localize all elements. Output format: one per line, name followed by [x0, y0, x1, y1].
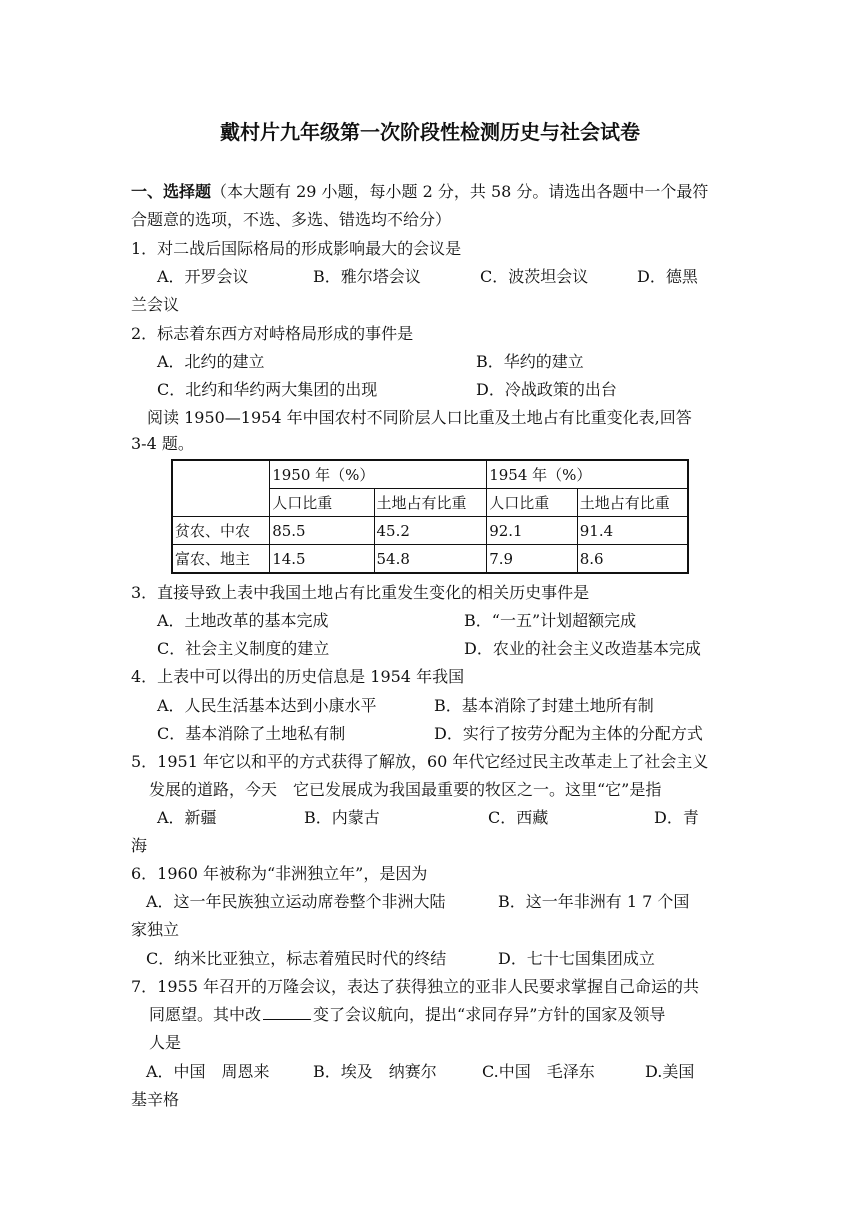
table-cell: 14.5	[270, 545, 374, 574]
q1-option-b: B．雅尔塔会议	[313, 267, 421, 286]
data-table	[171, 459, 689, 574]
q2-option-c: C．北约和华约两大集团的出现	[157, 380, 378, 399]
table-row-label: 富农、地主	[172, 545, 270, 574]
q5-option-d: D．青	[654, 808, 699, 827]
q4-option-c: C．基本消除了土地私有制	[157, 724, 346, 743]
q3-option-c: C．社会主义制度的建立	[157, 639, 330, 658]
q5-stem: 5．1951 年它以和平的方式获得了解放，60 年代它经过民主改革走上了社会主义	[131, 752, 709, 771]
q4-stem: 4．上表中可以得出的历史信息是 1954 年我国	[131, 667, 465, 686]
q7-option-d: D.美国	[645, 1062, 695, 1081]
q6-option-c: C．纳米比亚独立，标志着殖民时代的终结	[146, 949, 447, 968]
q7-stem: 7．1955 年召开的万隆会议，表达了获得独立的亚非人民要求掌握自己命运的共	[131, 977, 699, 996]
table-row	[172, 517, 688, 545]
q7-option-d-cont: 基辛格	[131, 1090, 180, 1109]
table-row-label: 贫农、中农	[172, 517, 270, 545]
table-cell: 8.6	[577, 545, 688, 574]
table-corner-cell	[172, 460, 270, 517]
q1-option-c: C．波茨坦会议	[480, 267, 589, 286]
q2-option-b: B．华约的建立	[476, 352, 584, 371]
q1-option-d: D．德黑	[637, 267, 698, 286]
q5-option-d-cont: 海	[131, 836, 148, 855]
answer-blank[interactable]	[263, 1005, 311, 1020]
section-heading: 一、选择题	[131, 182, 212, 201]
table-cell: 92.1	[487, 517, 578, 545]
q3-option-d: D．农业的社会主义改造基本完成	[464, 639, 701, 658]
q7-stem-cont2: 人是	[149, 1033, 182, 1052]
reading-intro-cont: 3-4 题。	[131, 434, 194, 453]
q3-option-b: B．“一五”计划超额完成	[464, 611, 637, 630]
table-header-row	[172, 460, 688, 489]
q7-option-b: B．埃及 纳赛尔	[313, 1062, 437, 1081]
section-instructions	[131, 182, 708, 202]
table-cell: 45.2	[374, 517, 487, 545]
table-col-pop-1954: 人口比重	[487, 489, 578, 517]
q7-stem-part-a: 同愿望。其中改	[149, 1005, 262, 1024]
q4-option-b: B．基本消除了封建土地所有制	[434, 696, 654, 715]
q6-option-b-cont: 家独立	[131, 920, 180, 939]
q1-option-d-cont: 兰会议	[131, 295, 180, 314]
table-row	[172, 545, 688, 574]
q2-option-d: D．冷战政策的出台	[476, 380, 617, 399]
q6-stem: 6．1960 年被称为“非洲独立年”，是因为	[131, 864, 428, 883]
q7-option-a: A．中国 周恩来	[146, 1062, 270, 1081]
q1-stem: 1．对二战后国际格局的形成影响最大的会议是	[131, 239, 462, 258]
q5-option-a: A．新疆	[157, 808, 217, 827]
section-desc-cont: 合题意的选项，不选、多选、错选均不给分）	[131, 210, 452, 229]
page-title: 戴村片九年级第一次阶段性检测历史与社会试卷	[220, 120, 640, 144]
q1-option-a: A．开罗会议	[157, 267, 249, 286]
q7-stem-cont	[149, 1005, 665, 1025]
section-desc: （本大题有 29 小题，每小题 2 分，共 58 分。请选出各题中一个最符	[211, 182, 709, 201]
q4-option-d: D．实行了按劳分配为主体的分配方式	[434, 724, 703, 743]
q4-option-a: A．人民生活基本达到小康水平	[157, 696, 377, 715]
table-year-1950: 1950 年（%）	[270, 460, 487, 489]
q2-option-a: A．北约的建立	[157, 352, 265, 371]
q3-stem: 3．直接导致上表中我国土地占有比重发生变化的相关历史事件是	[131, 583, 590, 602]
table-year-1954: 1954 年（%）	[487, 460, 688, 489]
q7-stem-part-b: 变了会议航向，提出“求同存异”方针的国家及领导	[313, 1005, 666, 1024]
q3-option-a: A．土地改革的基本完成	[157, 611, 329, 630]
q7-option-c: C.中国 毛泽东	[482, 1062, 595, 1081]
table-cell: 91.4	[577, 517, 688, 545]
q6-option-d: D．七十七国集团成立	[498, 949, 655, 968]
table-cell: 54.8	[374, 545, 487, 574]
table-cell: 7.9	[487, 545, 578, 574]
table-cell: 85.5	[270, 517, 374, 545]
q2-stem: 2．标志着东西方对峙格局形成的事件是	[131, 324, 414, 343]
table-col-land-1954: 土地占有比重	[577, 489, 688, 517]
q5-option-c: C．西藏	[488, 808, 549, 827]
table-col-land-1950: 土地占有比重	[374, 489, 487, 517]
q6-option-a: A．这一年民族独立运动席卷整个非洲大陆	[146, 892, 446, 911]
q5-stem-cont: 发展的道路，今天 它已发展成为我国最重要的牧区之一。这里“它”是指	[149, 780, 662, 799]
reading-intro: 阅读 1950—1954 年中国农村不同阶层人口比重及土地占有比重变化表,回答	[147, 408, 692, 427]
q6-option-b: B．这一年非洲有 1 7 个国	[498, 892, 690, 911]
q5-option-b: B．内蒙古	[304, 808, 380, 827]
table-col-pop-1950: 人口比重	[270, 489, 374, 517]
